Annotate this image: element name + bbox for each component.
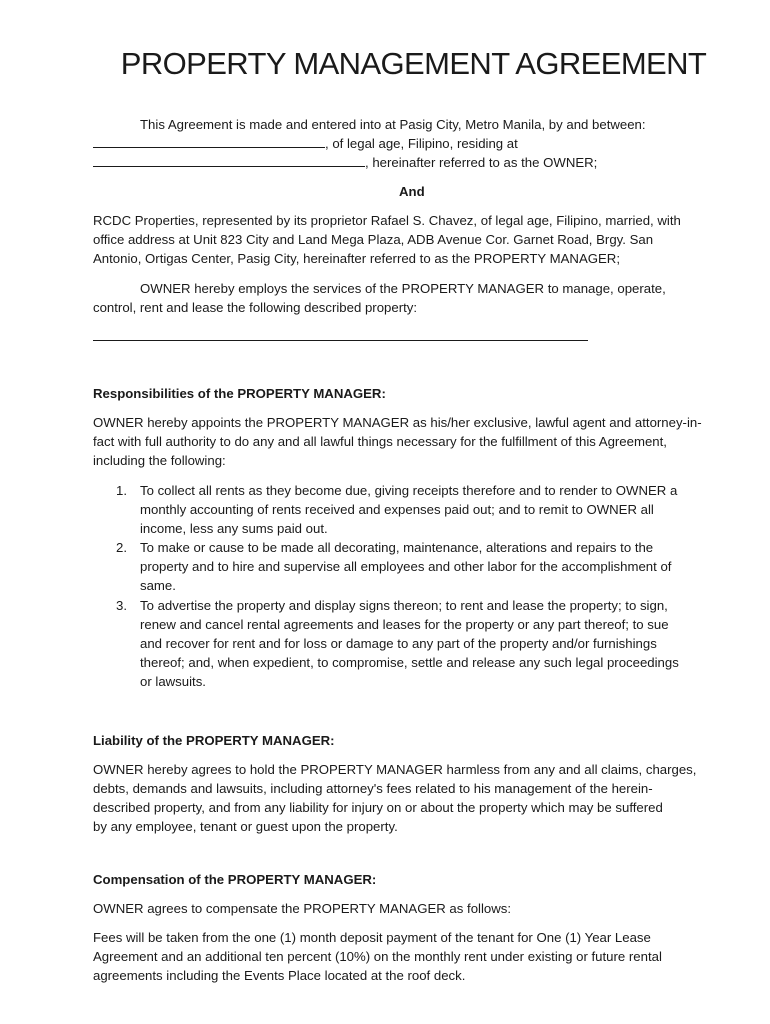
list-item-line: To advertise the property and display signs thereon; to rent and lease the property; to sign, xyxy=(140,598,668,613)
manager-para-line-3: Antonio, Ortigas Center, Pasig City, hereinafter referred to as the PROPERTY MANAGER; xyxy=(93,251,620,266)
compensation-para-2-line-1: Fees will be taken from the one (1) month deposit payment of the tenant for One (1) Year Lease xyxy=(93,930,651,945)
compensation-para-2-line-2: Agreement and an additional ten percent (10%) on the monthly rent under existing or future rental xyxy=(93,949,662,964)
list-item-line: property and to hire and supervise all employees and other labor for the accomplishment of xyxy=(140,559,672,574)
liability-heading: Liability of the PROPERTY MANAGER: xyxy=(93,733,335,748)
list-item-line: To collect all rents as they become due, giving receipts therefore and to render to OWNER a xyxy=(140,483,678,498)
responsibilities-para-line-2: fact with full authority to do any and all lawful things necessary for the fulfillment of this Agreement, xyxy=(93,434,667,449)
liability-para-line-3: described property, and from any liability for injury on or about the property which may be suffered xyxy=(93,800,663,815)
compensation-para-1: OWNER agrees to compensate the PROPERTY MANAGER as follows: xyxy=(93,901,512,916)
list-item-line: or lawsuits. xyxy=(140,674,206,689)
employ-para-line-1: OWNER hereby employs the services of the PROPERTY MANAGER to manage, operate, xyxy=(140,281,666,296)
owner-address-blank[interactable] xyxy=(93,155,365,167)
document-title: PROPERTY MANAGEMENT AGREEMENT xyxy=(120,46,707,81)
intro-line-3 xyxy=(93,155,597,170)
employ-para-line-2: control, rent and lease the following described property: xyxy=(93,300,418,315)
list-item-line: income, less any sums paid out. xyxy=(140,521,328,536)
list-item-line: thereof; and, when expedient, to compromise, settle and release any such legal proceedings xyxy=(140,655,679,670)
liability-para-line-2: debts, demands and lawsuits, including attorney's fees related to his management of the herein- xyxy=(93,781,653,796)
list-item-line: To make or cause to be made all decorating, maintenance, alterations and repairs to the xyxy=(140,540,654,555)
compensation-heading: Compensation of the PROPERTY MANAGER: xyxy=(93,872,377,887)
intro-line-2 xyxy=(93,136,518,151)
responsibilities-heading: Responsibilities of the PROPERTY MANAGER: xyxy=(93,386,386,401)
responsibilities-para-line-1: OWNER hereby appoints the PROPERTY MANAGER as his/her exclusive, lawful agent and attorney-in- xyxy=(93,415,702,430)
manager-para-line-2: office address at Unit 823 City and Land Mega Plaza, ADB Avenue Cor. Garnet Road, Brgy. San xyxy=(93,232,654,247)
list-item-number: 3. xyxy=(116,598,127,613)
list-item-number: 2. xyxy=(116,540,127,555)
and-label: And xyxy=(399,184,425,199)
intro-line-2-text: , of legal age, Filipino, residing at xyxy=(325,136,518,151)
property-description-blank[interactable] xyxy=(93,340,588,341)
list-item-line: and recover for rent and for loss or damage to any part of the property and/or furnishings xyxy=(140,636,657,651)
manager-para-line-1: RCDC Properties, represented by its proprietor Rafael S. Chavez, of legal age, Filipino, married, with xyxy=(93,213,681,228)
responsibilities-para-line-3: including the following: xyxy=(93,453,226,468)
liability-para-line-1: OWNER hereby agrees to hold the PROPERTY MANAGER harmless from any and all claims, charges, xyxy=(93,762,697,777)
intro-line-3-text: , hereinafter referred to as the OWNER; xyxy=(365,155,598,170)
intro-line-1: This Agreement is made and entered into at Pasig City, Metro Manila, by and between: xyxy=(140,117,646,132)
list-item-line: monthly accounting of rents received and expenses paid out; and to remit to OWNER all xyxy=(140,502,654,517)
liability-para-line-4: by any employee, tenant or guest upon the property. xyxy=(93,819,398,834)
compensation-para-2-line-3: agreements including the Events Place located at the roof deck. xyxy=(93,968,466,983)
list-item-line: renew and cancel rental agreements and leases for the property or any part thereof; to sue xyxy=(140,617,669,632)
list-item-number: 1. xyxy=(116,483,127,498)
list-item-line: same. xyxy=(140,578,176,593)
owner-name-blank[interactable] xyxy=(93,136,325,148)
